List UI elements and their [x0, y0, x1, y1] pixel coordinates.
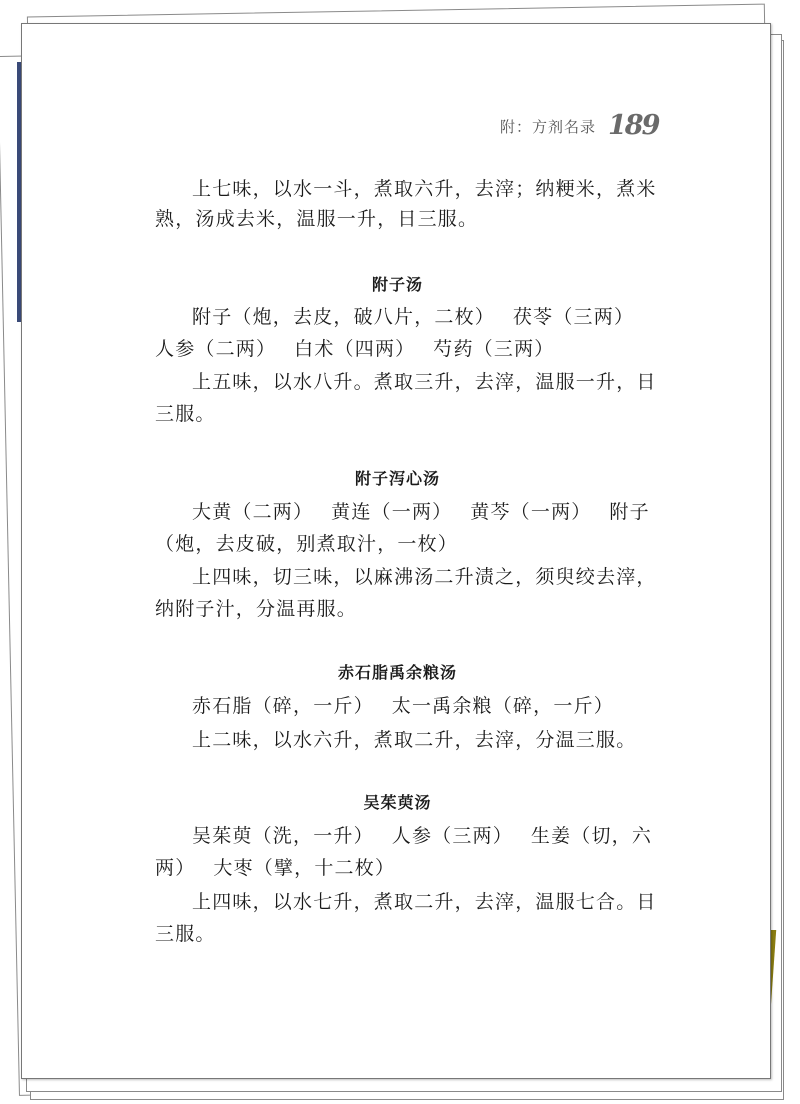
running-header: 附：方剂名录 [500, 118, 597, 136]
text-line: （炮，去皮破，别煮取汁，一枚） [155, 533, 459, 555]
text-line: 三服。 [155, 403, 216, 425]
text-line: 大黄（二两） 黄连（一两） 黄芩（一两） 附子 [192, 501, 650, 523]
text-line: 上七味，以水一斗，煮取六升，去滓；纳粳米，煮米 [192, 178, 657, 200]
text-line: 人参（二两） 白术（四两） 芍药（三两） [155, 338, 555, 360]
text-line: 附子（炮，去皮，破八片，二枚） 茯苓（三两） [192, 306, 635, 328]
formula-title: 附子汤 [371, 275, 423, 294]
text-line: 上五味，以水八升。煮取三升，去滓，温服一升，日 [192, 371, 657, 393]
text-line: 上二味，以水六升，煮取二升，去滓，分温三服。 [192, 729, 637, 751]
text-line: 三服。 [155, 923, 216, 945]
formula-title: 赤石脂禹余粮汤 [337, 663, 457, 682]
text-line: 两） 大枣（擘，十二枚） [155, 857, 396, 879]
text-line: 吴茱萸（洗，一升） 人参（三两） 生姜（切，六 [192, 825, 653, 847]
text-line: 上四味，切三味，以麻沸汤二升渍之，须臾绞去滓， [192, 566, 657, 588]
page-number: 189 [608, 110, 659, 141]
formula-title: 吴茱萸汤 [363, 793, 432, 812]
text-line: 纳附子汁，分温再服。 [155, 598, 358, 620]
text-line: 赤石脂（碎，一斤） 太一禹余粮（碎，一斤） [192, 695, 614, 717]
formula-title: 附子泻心汤 [354, 469, 440, 488]
text-line: 熟，汤成去米，温服一升，日三服。 [155, 208, 479, 230]
text-line: 上四味，以水七升，煮取二升，去滓，温服七合。日 [192, 891, 657, 913]
